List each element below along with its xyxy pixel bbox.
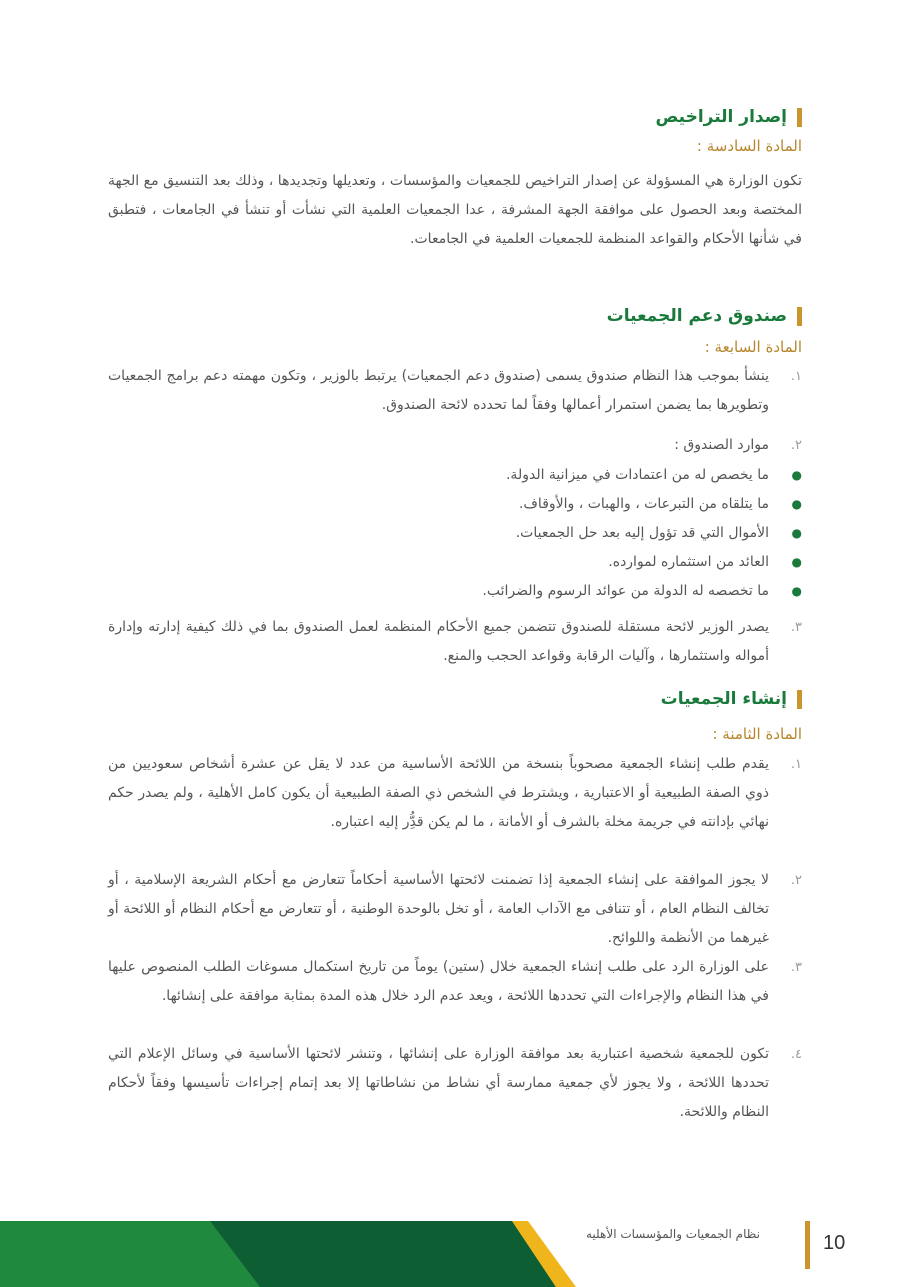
item-text: على الوزارة الرد على طلب إنشاء الجمعية خلال (ستين) يوماً من تاريخ استكمال مسوغات الطلب المنصوص عليها في هذا النظام والإجراءات التي تحددها اللائحة ، ويعد عدم الرد خلال هذه المدة بمثابة موافقة على إنشائها. [108,959,769,1004]
article-label-6: المادة السادسة : [696,137,802,155]
item-number: ٢. [790,438,802,453]
footer-divider [805,1221,810,1269]
item-number: ٢. [790,873,802,888]
bullet-text: ما يتلقاه من التبرعات ، والهبات ، والأوقاف. [518,496,769,512]
article-8-item-2 [108,866,802,953]
bullet-text: ما يخصص له من اعتمادات في ميزانية الدولة. [505,467,769,483]
bullet-dot: ● [791,555,802,569]
footer-band-dark-green [210,1221,556,1287]
item-text: لا يجوز الموافقة على إنشاء الجمعية إذا تضمنت لائحتها الأساسية أحكاماً تتعارض مع أحكام الشريعة الإسلامية ، أو تخالف النظام العام ، أو تتنافى مع الآداب العامة ، أو تخل بالوحدة الوطنية ، أو تتعارض مع أحكام النظام أو اللائحة أو غيرهما من الأنظمة واللوائح. [108,872,769,946]
section-heading-text: إنشاء الجمعيات [660,689,787,709]
item-text: يصدر الوزير لائحة مستقلة للصندوق تتضمن جميع الأحكام المنظمة لعمل الصندوق بما في ذلك كيفية إدارته وإدارة أمواله واستثمارها ، وآليات الرقابة وقواعد الحجب والمنع. [108,619,769,664]
bullet-text: العائد من استثماره لموارده. [608,554,769,570]
page-number: 10 [823,1232,846,1254]
fund-resource-bullet [108,548,802,577]
section-heading-licenses [655,107,802,127]
article-7-item-2 [108,431,802,460]
fund-resource-bullet [108,519,802,548]
item-text: يقدم طلب إنشاء الجمعية مصحوباً بنسخة من اللائحة الأساسية من عدد لا يقل عن عشرة أشخاص سعوديين من ذوي الصفة الطبيعية أو الاعتبارية ، ويشترط في الشخص ذي الصفة الطبيعية أن يكون كامل الأهلية ، ولم يصدر حكم نهائي بإدانته في جريمة مخلة بالشرف أو الأمانة ، ما لم يكن قدُِّر إليه اعتباره. [108,756,769,830]
item-text: موارد الصندوق : [674,437,769,453]
item-text: تكون للجمعية شخصية اعتبارية بعد موافقة الوزارة على إنشائها ، وتنشر لائحتها الأساسية في وسائل الإعلام التي تحددها اللائحة ، ولا يجوز لأي جمعية ممارسة أي نشاط من نشاطاتها إلا بعد إتمام إجراءات تأسيسها وفقاً لأحكام النظام واللائحة. [108,1046,769,1120]
section-heading-text: إصدار التراخيص [655,107,787,127]
item-number: ٣. [790,960,802,975]
article-label-8: المادة الثامنة : [712,725,802,743]
article-6-text: تكون الوزارة هي المسؤولة عن إصدار التراخيص للجمعيات والمؤسسات ، وتعديلها وتجديدها ، وذلك بعد التنسيق مع الجهة المختصة وبعد الحصول على موافقة الجهة المشرفة ، عدا الجمعيات العلمية التي نشأت أو تنشأ في الجامعات ، فتطبق في شأنها الأحكام والقواعد المنظمة للجمعيات العلمية في الجامعات. [108,173,802,247]
bullet-dot: ● [791,584,802,598]
item-number: ١. [790,757,802,772]
footer-band-green [0,1221,556,1287]
section-heading-bar [797,108,802,127]
article-7-item-3 [108,613,802,671]
footer-band-gold-stripe [512,1221,576,1287]
fund-resource-bullet [108,577,802,606]
bullet-dot: ● [791,526,802,540]
bullet-dot: ● [791,497,802,511]
article-8-item-1 [108,750,802,837]
bullet-dot: ● [791,468,802,482]
article-8-item-3 [108,953,802,1011]
fund-resource-bullet [108,461,802,490]
item-text: ينشأ بموجب هذا النظام صندوق يسمى (صندوق دعم الجمعيات) يرتبط بالوزير ، وتكون مهمته دعم برامج الجمعيات وتطويرها بما يضمن استمرار أعمالها وفقاً لما تحدده لائحة الصندوق. [108,368,769,413]
article-label-7: المادة السابعة : [704,338,802,356]
section-heading-establish [661,689,802,709]
section-heading-text: صندوق دعم الجمعيات [606,306,787,326]
item-number: ١. [790,369,802,384]
article-7-item-1 [108,362,802,420]
footer-document-title: نظام الجمعيات والمؤسسات الأهليه [586,1227,760,1241]
bullet-text: الأموال التي قد تؤول إليه بعد حل الجمعيات. [515,525,769,541]
fund-resource-bullet [108,490,802,519]
article-8-item-4 [108,1040,802,1127]
section-heading-bar [797,690,802,709]
section-heading-fund [607,306,802,326]
bullet-text: ما تخصصه له الدولة من عوائد الرسوم والضرائب. [482,583,769,599]
section-heading-bar [797,307,802,326]
item-number: ٤. [790,1047,802,1062]
item-number: ٣. [790,620,802,635]
